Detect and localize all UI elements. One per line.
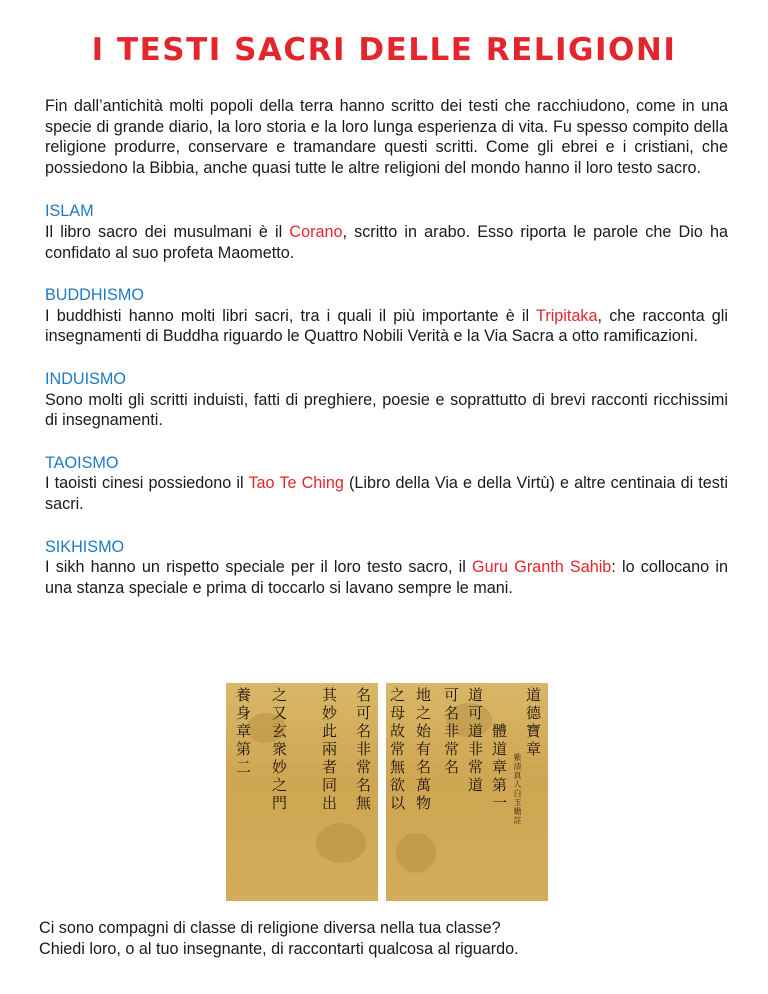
- page-title: I TESTI SACRI DELLE RELIGIONI: [91, 32, 677, 68]
- section-text-taoismo: [45, 473, 728, 514]
- scripture-column: 地之始有名萬物: [414, 687, 432, 813]
- footer-question: [39, 918, 739, 959]
- section-text-induismo: Sono molti gli scritti induisti, fatti di preghiere, poesie e soprattutto di brevi racconti ricchissimi di insegnamenti.: [45, 390, 728, 430]
- highlight-guru-granth-sahib: Guru Granth Sahib: [472, 558, 612, 577]
- scripture-column: 名可名非常名無: [354, 687, 372, 813]
- paper-stain: [396, 833, 436, 873]
- paper-stain: [316, 823, 366, 863]
- scripture-column: 養身章第二: [234, 687, 252, 777]
- scripture-column: 體道章第一: [490, 723, 508, 813]
- scripture-column: 道德寶章: [524, 687, 542, 759]
- text-part: I sikh hanno un rispetto speciale per il loro testo sacro, il: [45, 558, 473, 577]
- section-heading-buddhismo: BUDDHISMO: [45, 286, 144, 305]
- footer-line: Chiedi loro, o al tuo insegnante, di raccontarti qualcosa al riguardo.: [39, 939, 519, 958]
- highlight-tripitaka: Tripitaka: [536, 306, 598, 325]
- text-part: , che racconta gli insegnamenti di Buddha riguardo le Quattro Nobili Verità e la Via Sacra a otto ramificazioni.: [45, 306, 728, 346]
- scripture-page-right: [386, 683, 548, 901]
- text-part: Il libro sacro dei musulmani è il: [45, 222, 290, 241]
- section-text-islam: [45, 222, 728, 263]
- text-part: , scritto in arabo. Esso riporta le parole che Dio ha confidato al suo profeta Maometto.: [45, 222, 728, 262]
- section-induismo: [45, 369, 728, 431]
- scripture-column: 紫清真人白玉蟾註: [513, 753, 522, 825]
- scripture-column: 其妙此兩者同出: [320, 687, 338, 813]
- text-part: I taoisti cinesi possiedono il: [45, 474, 249, 493]
- section-heading-taoismo: TAOISMO: [45, 453, 119, 472]
- footer-line: Ci sono compagni di classe di religione diversa nella tua classe?: [39, 919, 501, 937]
- section-text-sikhismo: [45, 557, 728, 598]
- text-part: : lo collocano in una stanza speciale e prima di toccarlo si lavano sempre le mani.: [45, 558, 728, 597]
- highlight-corano: Corano: [289, 222, 343, 241]
- scripture-column: 道可道非常道: [466, 687, 484, 795]
- highlight-tao-te-ching: Tao Te Ching: [248, 474, 344, 493]
- section-heading-induismo: INDUISMO: [45, 369, 126, 388]
- scripture-page-left: [226, 683, 378, 901]
- scripture-column: 可名非常名: [442, 687, 460, 777]
- scripture-column: 之又玄衆妙之門: [270, 687, 288, 813]
- section-buddhismo: [45, 285, 728, 347]
- main-content: [45, 96, 728, 620]
- section-text-buddhismo: [45, 306, 728, 347]
- section-heading-sikhismo: SIKHISMO: [45, 537, 125, 556]
- text-part: I buddhisti hanno molti libri sacri, tra i quali il più importante è il: [45, 306, 537, 325]
- section-islam: [45, 201, 728, 263]
- text-part: (Libro della Via e della Virtù) e altre centinaia di testi sacri.: [45, 474, 728, 513]
- section-taoismo: [45, 453, 728, 515]
- section-heading-islam: ISLAM: [45, 202, 94, 221]
- tao-te-ching-scripture-image: [226, 683, 548, 901]
- section-sikhismo: [45, 537, 728, 599]
- scripture-column: 之母故常無欲以: [388, 687, 406, 813]
- intro-paragraph: Fin dall’antichità molti popoli della terra hanno scritto dei testi che racchiudono, come in una specie di grande diario, la loro storia e la loro lunga esperienza di vita. Fu spesso compito della religione produrre, conservare e tramandare questi scritti. Come gli ebrei e i cristiani, che possiedono la Bibbia, anche quasi tutte le altre religioni del mondo hanno il loro testo sacro.: [45, 97, 728, 177]
